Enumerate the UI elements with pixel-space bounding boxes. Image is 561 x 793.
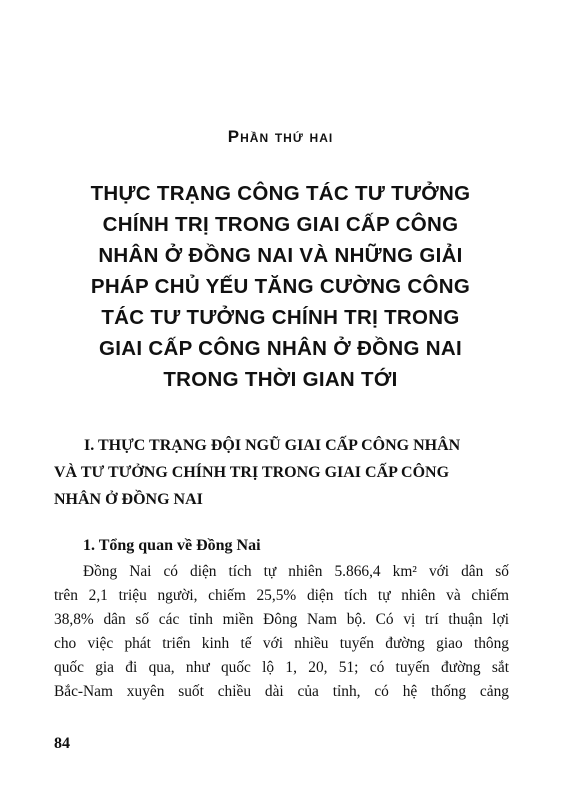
body-line: Bắc-Nam xuyên suốt chiều dài của tỉnh, có hệ thống cảng — [54, 683, 509, 700]
part-title-line: THỰC TRẠNG CÔNG TÁC TƯ TƯỞNG — [90, 182, 471, 205]
body-line: trên 2,1 triệu người, chiếm 25,5% diện tích tự nhiên và chiếm — [54, 587, 509, 604]
part-title-line: CHÍNH TRỊ TRONG GIAI CẤP CÔNG — [102, 213, 459, 236]
part-title-line: GIAI CẤP CÔNG NHÂN Ở ĐỒNG NAI — [99, 337, 462, 360]
section-heading-line: VÀ TƯ TƯỞNG CHÍNH TRỊ TRONG GIAI CẤP CÔNG — [54, 464, 450, 481]
body-line: 38,8% dân số các tỉnh miền Đông Nam bộ. Có vị trí thuận lợi — [54, 611, 509, 628]
subsection-heading: 1. Tổng quan về Đồng Nai — [83, 537, 261, 554]
part-title-line: PHÁP CHỦ YẾU TĂNG CƯỜNG CÔNG — [90, 275, 471, 298]
body-line: quốc gia đi qua, như quốc lộ 1, 20, 51; có tuyến đường sắt — [54, 659, 509, 676]
body-line: cho việc phát triển kinh tế với nhiều tuyến đường giao thông — [54, 635, 509, 652]
part-title-line: NHÂN Ở ĐỒNG NAI VÀ NHỮNG GIẢI — [98, 244, 463, 267]
body-paragraph — [54, 560, 509, 704]
body-line: Đồng Nai có diện tích tự nhiên 5.866,4 km² với dân số — [83, 563, 509, 580]
part-title-line: TÁC TƯ TƯỞNG CHÍNH TRỊ TRONG — [101, 306, 460, 329]
part-title — [40, 178, 521, 395]
section-heading-line: NHÂN Ở ĐỒNG NAI — [54, 491, 203, 508]
page-number: 84 — [54, 735, 70, 752]
part-label: Phần thứ hai — [227, 127, 334, 146]
section-heading-line: I. THỰC TRẠNG ĐỘI NGŨ GIAI CẤP CÔNG NHÂN — [84, 437, 461, 454]
section-heading — [54, 432, 514, 513]
part-title-line: TRONG THỜI GIAN TỚI — [163, 368, 398, 391]
